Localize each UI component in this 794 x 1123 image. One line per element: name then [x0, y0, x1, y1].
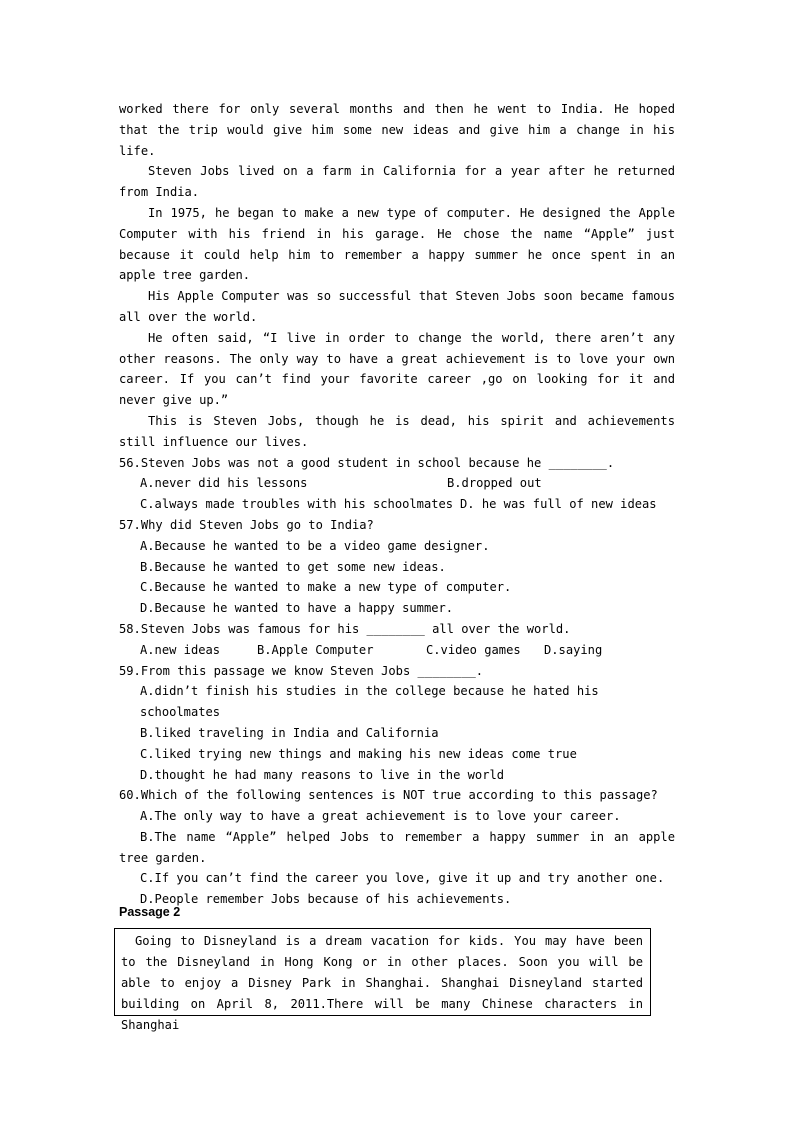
passage1-paragraph: worked there for only several months and then he went to India. He hoped that the trip would give him some new ideas and give him a change in his life. [119, 102, 675, 158]
question-stem: 60.Which of the following sentences is NOT true according to this passage? [119, 788, 658, 803]
passage1-paragraph: He often said, “I live in order to change the world, there aren’t any other reasons. The only way to have a great achievement is to love your own career. If you can’t find your favorite career ,go on looking for it and never give up.” [119, 330, 675, 408]
option-b: B.The name “Apple” helped Jobs to remember a happy summer in an apple tree garden. [119, 829, 675, 865]
passage1-paragraph: In 1975, he began to make a new type of computer. He designed the Apple Computer with his friend in his garage. He chose the name “Apple” just because it could help him to remember a happy summer he once spent in an apple tree garden. [119, 205, 675, 283]
passage2-box [114, 928, 651, 1032]
option-d: D.Because he wanted to have a happy summer. [140, 601, 454, 616]
option-c: C.video games [426, 642, 521, 657]
option-b: B.dropped out [447, 476, 542, 491]
option-b: B.Because he wanted to get some new ideas. [140, 559, 446, 574]
option-row [140, 473, 675, 494]
question-stem: 59.From this passage we know Steven Jobs ________. [119, 663, 484, 678]
passage1-paragraph: Steven Jobs lived on a farm in California for a year after he returned from India. [119, 164, 675, 200]
option-row [140, 640, 675, 661]
option-c: C.Because he wanted to make a new type of computer. [140, 580, 512, 595]
option-a: A.The only way to have a great achievement is to love your career. [140, 809, 621, 824]
passage1-paragraph: His Apple Computer was so successful that Steven Jobs soon became famous all over the world. [119, 289, 675, 324]
option-a: A.new ideas [140, 642, 221, 657]
option-c: C.always made troubles with his schoolmates [140, 497, 454, 512]
question-stem: 57.Why did Steven Jobs go to India? [119, 517, 374, 532]
option-c: C.liked trying new things and making his new ideas come true [140, 746, 577, 761]
option-a: A.never did his lessons [140, 476, 308, 491]
question-stem: 56.Steven Jobs was not a good student in school because he ________. [119, 455, 615, 470]
option-b: B.Apple Computer [257, 642, 374, 657]
passage2-title: Passage 2 [119, 905, 181, 919]
option-b: B.liked traveling in India and California [140, 725, 439, 740]
question-60 [119, 785, 675, 910]
passage1-paragraph: This is Steven Jobs, though he is dead, his spirit and achievements still influence our lives. [119, 413, 675, 449]
option-d: D.thought he had many reasons to live in the world [140, 767, 505, 782]
question-59 [119, 661, 675, 786]
reading-section [119, 99, 675, 910]
option-d: D.saying [544, 642, 603, 657]
option-row [140, 494, 675, 515]
question-58 [119, 619, 675, 661]
question-stem: 58.Steven Jobs was famous for his ________ all over the world. [119, 621, 571, 636]
option-a: A.Because he wanted to be a video game designer. [140, 538, 490, 553]
question-57 [119, 515, 675, 619]
option-c: C.If you can’t find the career you love, give it up and try another one. [140, 871, 665, 886]
passage2-text: Going to Disneyland is a dream vacation for kids. You may have been to the Disneyland in Hong Kong or in other places. Soon you will be able to enjoy a Disney Park in Shanghai. Shanghai Disneyland started building on April 8, 2011.There will be many Chinese characters in Shanghai [121, 934, 643, 1032]
option-d: D. he was full of new ideas [460, 497, 657, 512]
option-d: D.People remember Jobs because of his achievements. [140, 892, 512, 907]
question-56 [119, 453, 675, 515]
option-a: A.didn’t finish his studies in the college because he hated his schoolmates [140, 684, 599, 720]
